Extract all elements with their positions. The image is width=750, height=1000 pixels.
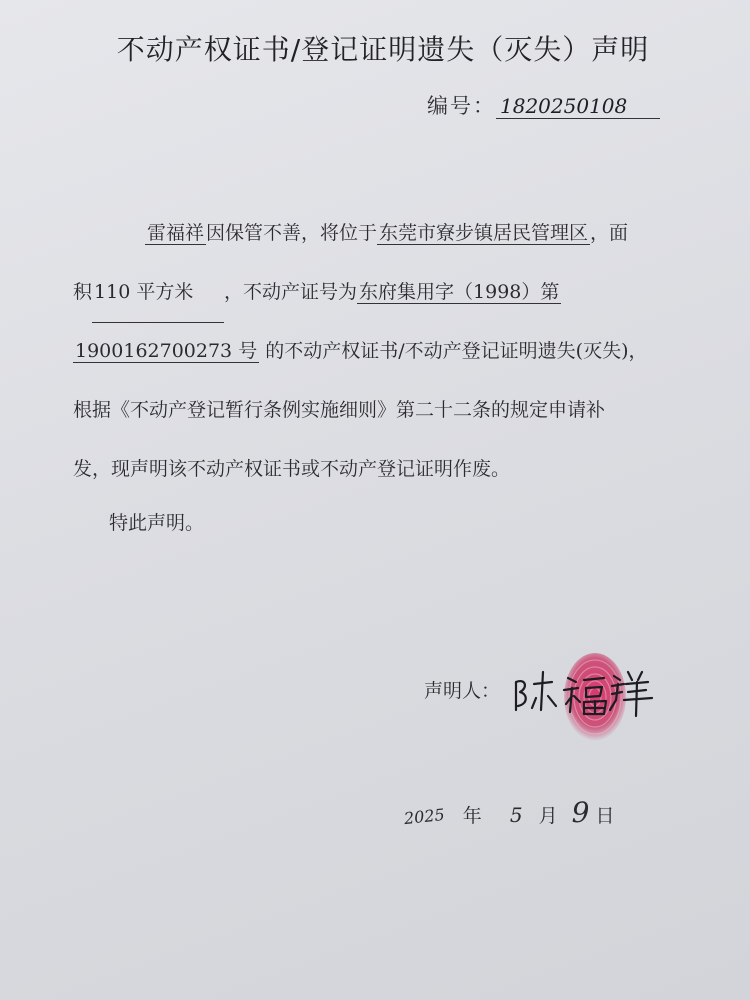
date-year-suffix: 年 [462, 805, 482, 827]
declaration-body [73, 204, 693, 499]
date-month: 5 [509, 803, 523, 827]
certificate-number-part1: 东府集用字（1998）第 [359, 281, 560, 303]
declarant-label: 声明人： [424, 680, 501, 702]
document-number [427, 90, 660, 120]
signature [512, 660, 662, 720]
page-title: 不动产权证书/登记证明遗失（灭失）声明 [116, 33, 650, 66]
number-value: 1820250108 [496, 94, 660, 119]
body-line-3 [73, 322, 693, 381]
body-line-4: 根据《不动产登记暂行条例实施细则》第二十二条的规定申请补 [73, 399, 606, 421]
body-text-segment: 因保管不善，将位于 [206, 222, 378, 244]
date-day: 9 [571, 796, 590, 829]
date-year: 2025 [403, 804, 446, 829]
property-location: 东莞市寮步镇居民管理区 [379, 222, 589, 244]
date-day-suffix: 日 [595, 805, 615, 827]
date-month-suffix: 月 [538, 805, 558, 827]
body-line-5: 发，现声明该不动产权证书或不动产登记证明作废。 [73, 458, 511, 480]
body-line-1 [73, 204, 693, 263]
body-text-segment: 的不动产权证书/不动产登记证明遗失(灭失)， [265, 340, 648, 362]
property-area: 110 平方米 [92, 263, 224, 323]
body-text-segment: ，面 [590, 222, 629, 244]
owner-name: 雷福祥 [147, 222, 205, 244]
closing-statement: 特此声明。 [109, 512, 205, 534]
body-line-2 [73, 263, 693, 322]
body-text-segment: ，不动产证号为 [224, 281, 358, 303]
body-text-segment: 积 [73, 281, 93, 303]
declaration-date [404, 796, 615, 829]
number-label: 编号： [427, 94, 496, 118]
certificate-number-part2: 1900162700273 号 [75, 340, 258, 362]
